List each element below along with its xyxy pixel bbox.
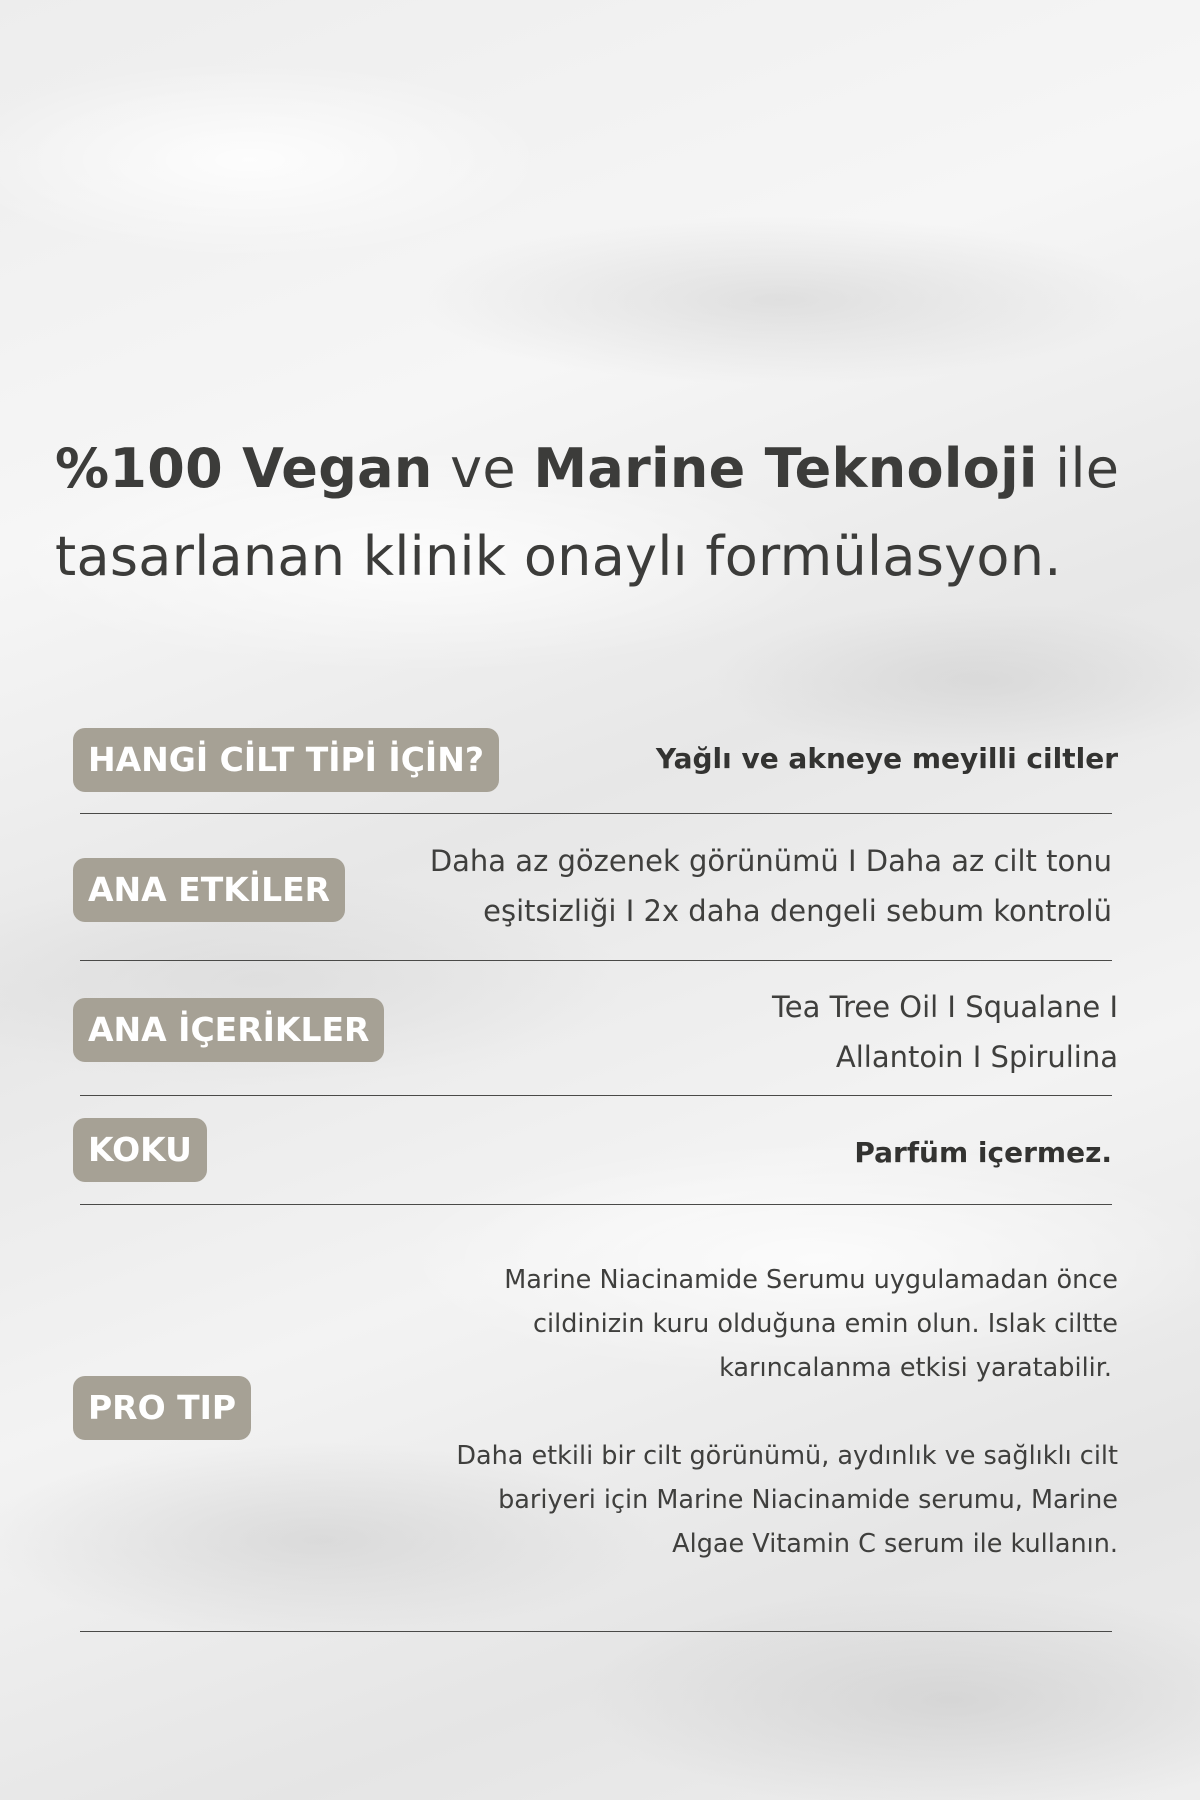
headline-vegan: %100 Vegan	[55, 437, 433, 500]
scent-label: KOKU	[73, 1118, 207, 1182]
main-effects-value-line: eşitsizliği I 2x daha dengeli sebum kontrolü	[483, 894, 1112, 928]
divider	[80, 1204, 1112, 1205]
skin-type-value-line: Yağlı ve akneye meyilli ciltler	[655, 742, 1118, 775]
pro-tip-text-line: cildinizin kuru olduğuna emin olun. Islak ciltte	[533, 1309, 1118, 1339]
pro-tip-text-line: Algae Vitamin C serum ile kullanın.	[672, 1529, 1118, 1559]
headline	[55, 425, 1155, 601]
scent-value	[854, 1128, 1112, 1178]
skin-type-value	[656, 734, 1118, 784]
pro-tip-paragraph-2	[456, 1434, 1118, 1566]
main-ingredients-label: ANA İÇERİKLER	[73, 998, 384, 1062]
headline-line-1	[55, 425, 1155, 513]
headline-line-2: tasarlanan klinik onaylı formülasyon.	[55, 525, 1062, 588]
main-effects-label: ANA ETKİLER	[73, 858, 345, 922]
divider	[80, 813, 1112, 814]
pro-tip-text-line: bariyeri için Marine Niacinamide serumu, Marine	[498, 1485, 1118, 1515]
pro-tip-paragraph-1	[504, 1258, 1118, 1390]
skin-type-label: HANGİ CİLT TİPİ İÇİN?	[73, 728, 499, 792]
main-ingredients-value-line: Allantoin I Spirulina	[835, 1040, 1118, 1074]
divider	[80, 960, 1112, 961]
divider	[80, 1095, 1112, 1096]
pro-tip-text-line: Daha etkili bir cilt görünümü, aydınlık ve sağlıklı cilt	[456, 1441, 1118, 1471]
divider	[80, 1631, 1112, 1632]
headline-connector: ve	[432, 437, 534, 500]
pro-tip-text-line: karıncalanma etkisi yaratabilir.	[719, 1353, 1112, 1383]
main-ingredients-value	[772, 982, 1118, 1082]
main-ingredients-value-line: Tea Tree Oil I Squalane I	[772, 990, 1118, 1024]
headline-ile: ile	[1037, 437, 1120, 500]
pro-tip-text-line: Marine Niacinamide Serumu uygulamadan önce	[504, 1265, 1118, 1295]
main-effects-value	[430, 836, 1112, 936]
pro-tip-label: PRO TIP	[73, 1376, 251, 1440]
main-effects-value-line: Daha az gözenek görünümü I Daha az cilt tonu	[429, 844, 1112, 878]
headline-marine-technology: Marine Teknoloji	[533, 437, 1038, 500]
scent-value-line: Parfüm içermez.	[854, 1136, 1112, 1169]
